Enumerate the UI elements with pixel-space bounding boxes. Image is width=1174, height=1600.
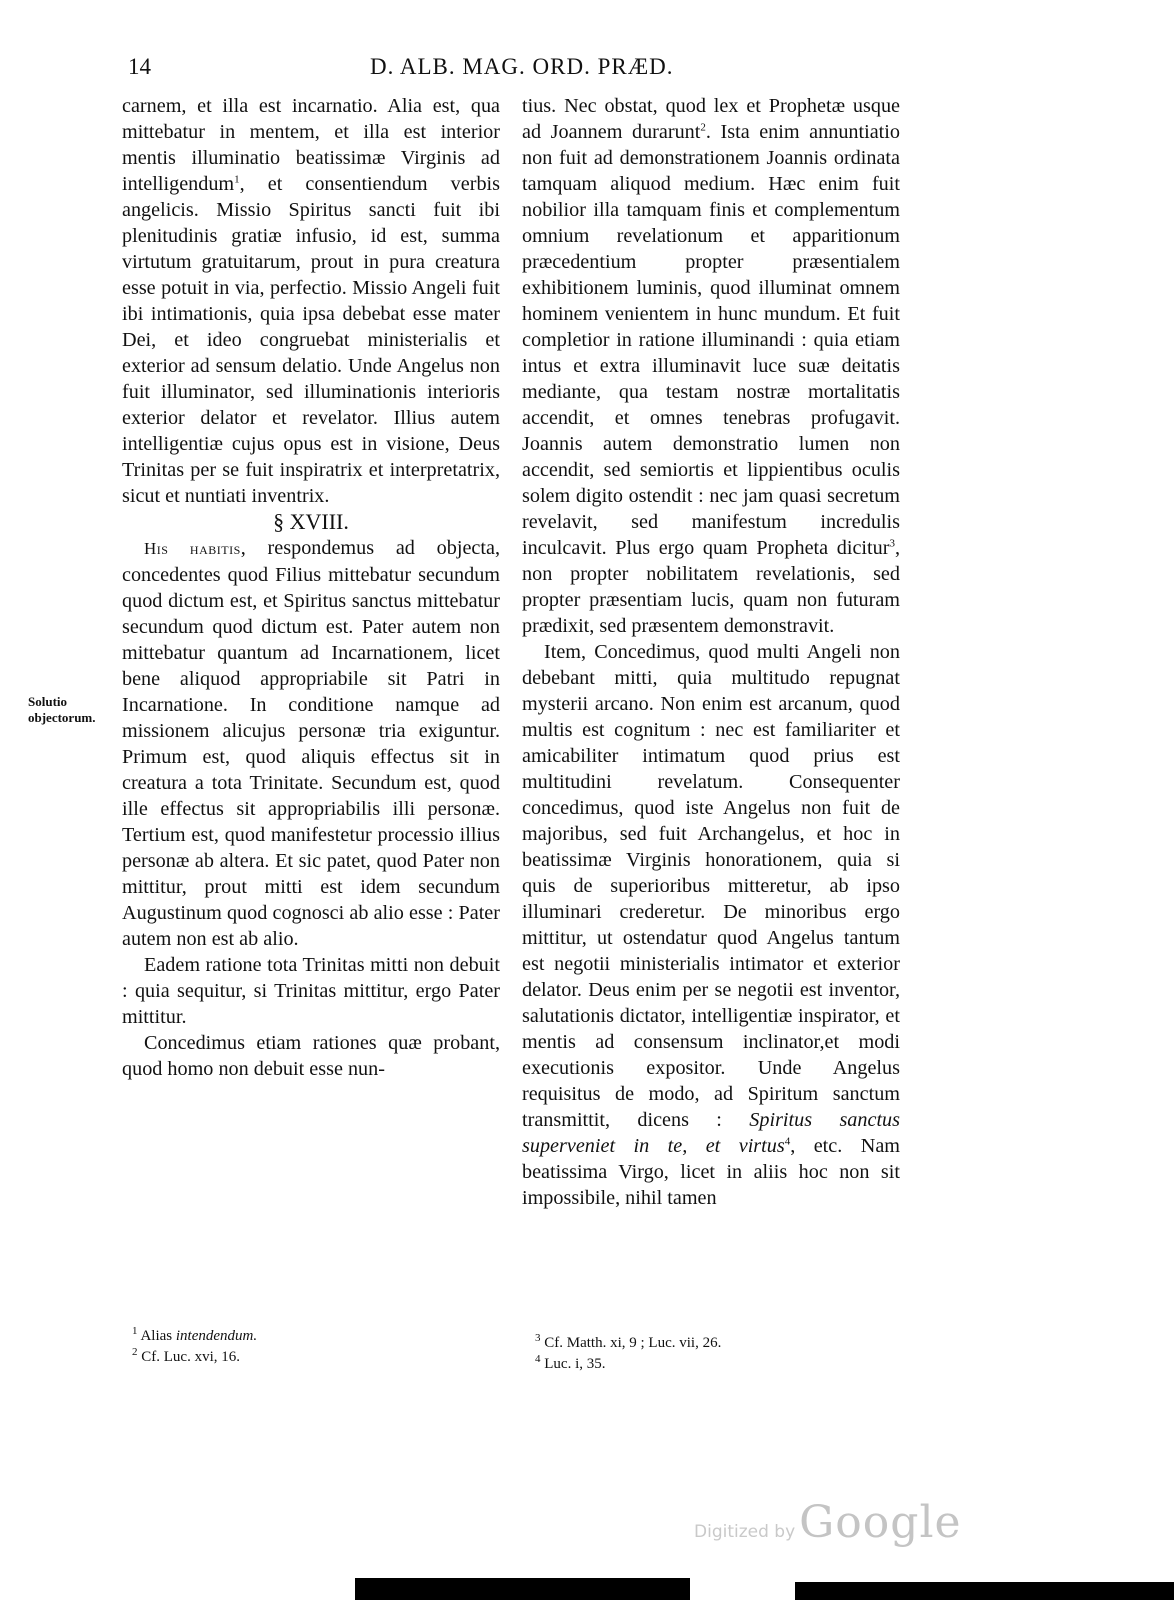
footnotes-right	[535, 1333, 721, 1375]
footnote-ref: 4	[784, 1135, 791, 1148]
paragraph: Concedimus etiam rationes quæ probant, quod homo non debuit esse nun-	[122, 1032, 500, 1080]
page-header	[0, 54, 1174, 90]
lead-words: His habitis	[144, 539, 241, 558]
right-column	[522, 93, 900, 1211]
footnote-ref: 1	[234, 173, 240, 186]
google-logo: Google	[799, 1497, 962, 1548]
quotation: Spiritus sanctus superveniet in te, et virtus	[522, 1109, 901, 1157]
paragraph: His habitis, respondemus ad objecta, concedentes quod Filius mittebatur secundum quod dictum est, et Spiritus sanctus mittebatur secundum quod dictum est. Pater autem non mittebatur quantum ad Incarnationem, licet bene aliquod appropriabile sit Patri in Incarnatione. In conditione namque ad missionem alicujus personæ tria exiguntur. Primum est, quod aliquis effectus sit in creatura a tota Trinitate. Secundum est, quod ille effectus sit appropriabilis illi personæ. Tertium est, quod manifestetur processio illius personæ ab altera. Et sic patet, quod Pater non mittitur, prout mitti est idem secundum Augustinum quod cognosci ab alio esse : Pater autem non est ab alio.	[122, 537, 500, 950]
paragraph: tius. Nec obstat, quod lex et Prophetæ usque ad Joannem durarunt$^2$. Ista enim annuntiatio non fuit ad demonstrationem Joannis ordinata tamquam aliquod medium. Hæc enim fuit nobilior illa tamquam finis et complementum omnium revelationum et apparitionum præcedentium propter præsentialem exhibitionem luminis, quod illuminat omnem hominem venientem in hunc mundum. Et fuit completior in ratione illuminandi : quia etiam intus et extra illuminavit luce suæ deitatis mediante, qua testam nostræ mortalitatis accendit, et omnes tenebras profugavit. Joannis autem demonstratio lumen non accendit, sed semiortis et lippientibus oculis solem digito ostendit : nec jam quasi secretum revelavit, sed manifestum incredulis inculcavit. Plus ergo quam Propheta dicitur$^3$, non propter nobilitatem revelationis, sed propter præsentiam lucis, quam non futuram prædixit, sed præsentem demonstravit.	[522, 95, 900, 637]
footnote: $^1$ Alias intendendum.	[132, 1325, 258, 1344]
margin-note: Solutio objectorum.	[28, 694, 96, 725]
scan-edge-bar	[355, 1578, 690, 1600]
page-number: 14	[128, 54, 151, 79]
running-head: D. ALB. MAG. ORD. PRÆD.	[370, 54, 674, 79]
footnote: $^4$ Luc. i, 35.	[535, 1353, 606, 1372]
scan-edge-bar	[795, 1582, 1174, 1600]
footnote-ref: 2	[700, 121, 706, 134]
footnotes-left	[132, 1326, 257, 1368]
section-heading: § XVIII.	[273, 509, 349, 534]
paragraph: Eadem ratione tota Trinitas mitti non debuit : quia sequitur, si Trinitas mittitur, ergo Pater mittitur.	[122, 954, 500, 1028]
paragraph: Item, Concedimus, quod multi Angeli non debebant mitti, quia multitudo repugnat mysterii arcano. Non enim est arcanum, quod multis est cognitum : nec est familiariter et amicabiliter intimatum quod prius est multitudini revelatum. Consequenter concedimus, quod iste Angelus non fuit de majoribus, sed fuit Archangelus, et hoc in beatissimæ Virginis honorationem, quia si quis de superioribus mitteretur, ab ipso illuminari crederetur. De minoribus ergo mittitur, ut ostendatur quod Angelus tantum est negotii ministerialis intimator et exterior delator. Deus enim per se negotii est inventor, salutationis dictator, intelligentiæ inspirator, et mentis ad consensum inclinator,et modi executionis expositor. Unde Angelus requisitus de modo, ad Spiritum sanctum transmittit, dicens : Spiritus sanctus superveniet in te, et virtus$^4$, etc. Nam beatissima Virgo, licet in aliis hoc non sit impossibile, nihil tamen	[522, 641, 901, 1209]
watermark-prefix: Digitized by	[694, 1522, 796, 1542]
digitized-watermark	[694, 1497, 962, 1548]
left-column	[122, 93, 500, 1082]
footnote: $^2$ Cf. Luc. xvi, 16.	[132, 1346, 240, 1365]
footnote-ref: 3	[889, 537, 895, 550]
footnote: $^3$ Cf. Matth. xi, 9 ; Luc. vii, 26.	[535, 1332, 722, 1351]
paragraph: carnem, et illa est incarnatio. Alia est, qua mittebatur in mentem, et illa est interior mentis illuminatio beatissimæ Virginis ad intelligendum$^1$, et consentiendum verbis angelicis. Missio Spiritus sancti fuit ibi plenitudinis gratiæ infusio, id est, summa virtutum gratuitarum, prout in pura creatura esse potuit in via, perfectio. Missio Angeli fuit ibi intimationis, quia ipsa debebat esse mater Dei, et ideo congruebat ministerialis et exterior ad sensum delatio. Unde Angelus non fuit illuminator, sed illuminationis interioris exterior delator et revelator. Illius autem intelligentiæ cujus opus est in visione, Deus Trinitas per se fuit inspiratrix et interpretatrix, sicut et nuntiati inventrix.	[122, 95, 500, 507]
